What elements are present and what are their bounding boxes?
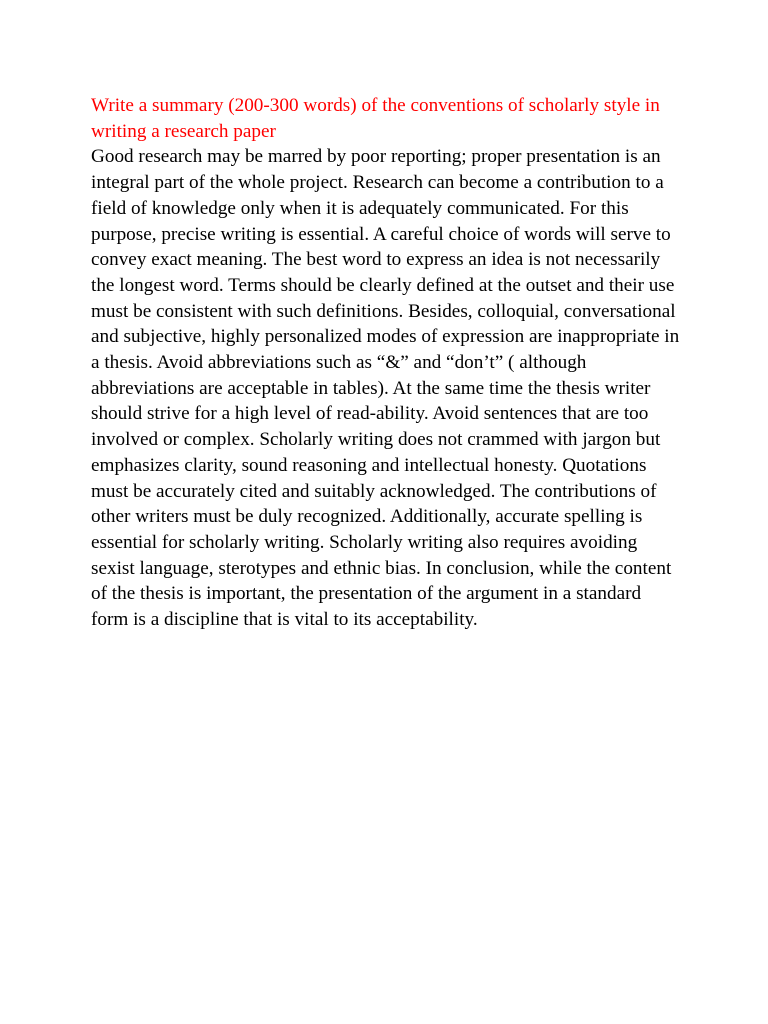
document-body: Good research may be marred by poor reporting; proper presentation is an integral part of the whole project. Research can become a contribution to a field of knowledge only when it is adequately communicated. For this purpose, precise writing is essential. A careful choice of words will serve to convey exact meaning. The best word to express an idea is not necessarily the longest word. Terms should be clearly defined at the outset and their use must be consistent with such definitions. Besides, colloquial, conversational and subjective, highly personalized modes of expression are inappropriate in a thesis. Avoid abbreviations such as “&” and “don’t” ( although abbreviations are acceptable in tables). At the same time the thesis writer should strive for a high level of read-ability. Avoid sentences that are too involved or complex. Scholarly writing does not crammed with jargon but emphasizes clarity, sound reasoning and intellectual honesty. Quotations must be accurately cited and suitably acknowledged. The contributions of other writers must be duly recognized. Additionally, accurate spelling is essential for scholarly writing. Scholarly writing also requires avoiding sexist language, sterotypes and ethnic bias. In conclusion, while the content of the thesis is important, the presentation of the argument in a standard form is a discipline that is vital to its acceptability.	[91, 146, 680, 631]
document-content	[91, 93, 681, 633]
document-heading: Write a summary (200-300 words) of the conventions of scholarly style in writing a research paper	[91, 95, 660, 142]
